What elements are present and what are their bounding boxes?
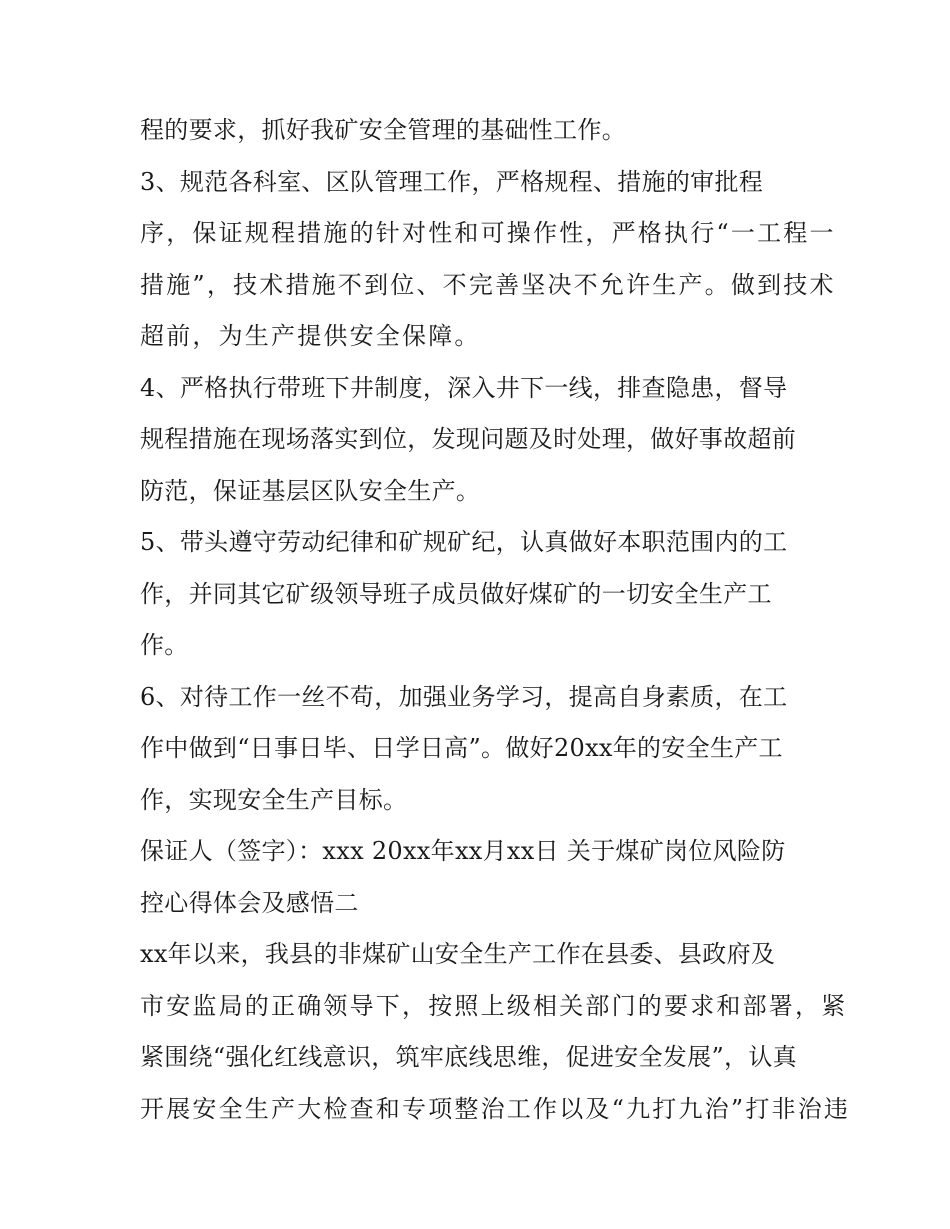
text-line: 防范，保证基层区队安全生产。 xyxy=(140,476,481,505)
text-line: 措施”，技术措施不到位、不完善坚决不允许生产。做到技术 xyxy=(140,270,836,299)
text-line: 4、严格执行带班下井制度，深入井下一线，排查隐患，督导 xyxy=(140,373,788,402)
text-line: 开展安全生产大检查和专项整治工作以及“九打九治”打非治违 xyxy=(140,1094,851,1123)
text-line: 作，并同其它矿级领导班子成员做好煤矿的一切安全生产工 xyxy=(140,579,772,608)
text-line: 保证人（签字）：xxx 20xx年xx月xx日 关于煤矿岗位风险防 xyxy=(140,837,786,865)
text-line: 作。 xyxy=(140,631,189,659)
text-line: 超前，为生产提供安全保障。 xyxy=(140,322,481,350)
body-text xyxy=(140,105,851,1135)
text-line: 作，实现安全生产目标。 xyxy=(140,785,408,814)
text-line: 控心得体会及感悟二 xyxy=(140,888,359,917)
text-line: 5、带头遵守劳动纪律和矿规矿纪，认真做好本职范围内的工 xyxy=(140,528,788,556)
text-line: 6、对待工作一丝不苟，加强业务学习，提高自身素质，在工 xyxy=(140,682,788,711)
text-line: 作中做到“日事日毕、日学日高”。做好20xx年的安全生产工 xyxy=(140,734,783,762)
text-line: 规程措施在现场落实到位，发现问题及时处理，做好事故超前 xyxy=(140,425,797,453)
text-line: 紧围绕“强化红线意识，筑牢底线思维，促进安全发展”，认真 xyxy=(140,1043,797,1071)
text-line: xx年以来，我县的非煤矿山安全生产工作在县委、县政府及 xyxy=(140,940,776,968)
text-line: 程的要求，抓好我矿安全管理的基础性工作。 xyxy=(140,116,626,144)
text-line: 3、规范各科室、区队管理工作，严格规程、措施的审批程 xyxy=(140,167,764,196)
text-line: 市安监局的正确领导下，按照上级相关部门的要求和部署，紧 xyxy=(140,991,848,1020)
text-line: 序，保证规程措施的针对性和可操作性，严格执行“一工程一 xyxy=(140,219,836,247)
